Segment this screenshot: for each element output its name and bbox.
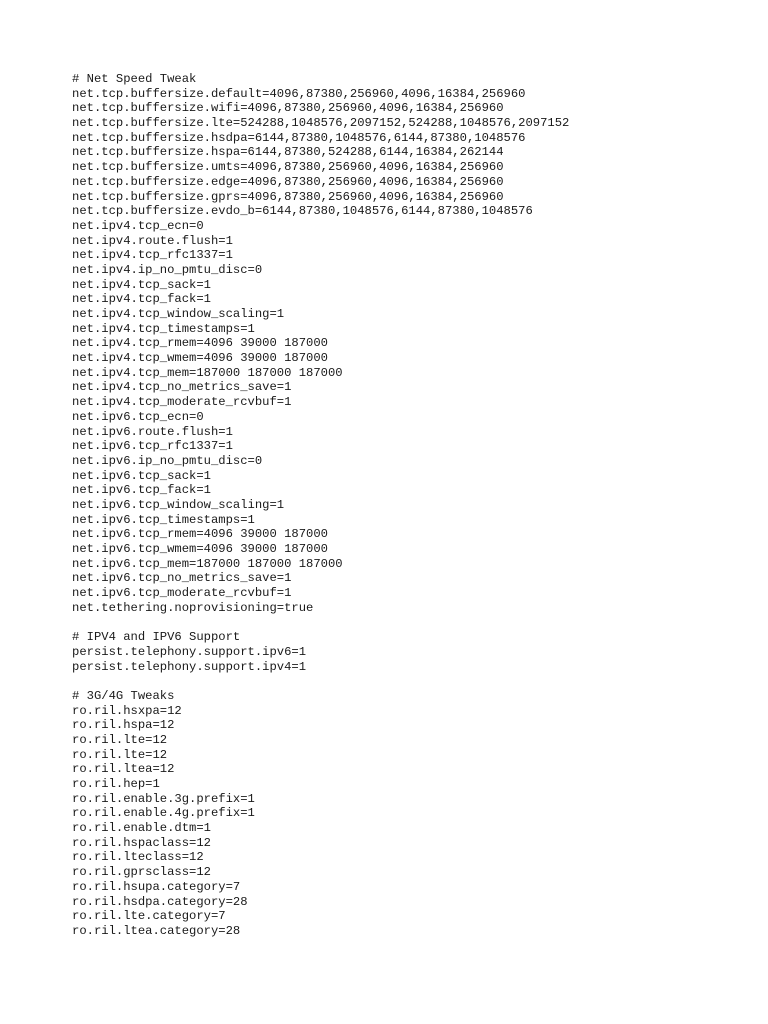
- config-line: ro.ril.enable.4g.prefix=1: [72, 806, 255, 821]
- config-line: net.tcp.buffersize.hspa=6144,87380,524288,6144,16384,262144: [72, 145, 504, 160]
- config-line: ro.ril.ltea.category=28: [72, 923, 241, 938]
- config-line: net.ipv4.ip_no_pmtu_disc=0: [72, 262, 263, 277]
- config-line: net.ipv6.tcp_mem=187000 187000 187000: [72, 556, 343, 571]
- config-line: net.ipv6.tcp_rmem=4096 39000 187000: [72, 527, 328, 542]
- config-line: net.ipv6.tcp_sack=1: [72, 468, 211, 483]
- config-line: net.ipv4.tcp_wmem=4096 39000 187000: [72, 351, 328, 366]
- config-line: ro.ril.gprsclass=12: [72, 865, 211, 880]
- section-comment: # Net Speed Tweak: [72, 72, 197, 86]
- config-line: net.ipv4.tcp_mem=187000 187000 187000: [72, 365, 343, 380]
- blank-line: [72, 674, 732, 689]
- config-line: net.ipv6.tcp_wmem=4096 39000 187000: [72, 542, 328, 556]
- config-line: persist.telephony.support.ipv4=1: [72, 659, 307, 674]
- section-comment: # IPV4 and IPV6 Support: [72, 630, 241, 645]
- config-line: net.ipv6.tcp_moderate_rcvbuf=1: [72, 586, 292, 601]
- config-line: ro.ril.enable.3g.prefix=1: [72, 791, 255, 806]
- config-line: net.ipv4.tcp_rfc1337=1: [72, 248, 233, 263]
- config-line: ro.ril.lteclass=12: [72, 850, 204, 865]
- config-line: net.tethering.noprovisioning=true: [72, 600, 314, 615]
- config-line: net.tcp.buffersize.wifi=4096,87380,256960,4096,16384,256960: [72, 101, 504, 116]
- config-line: ro.ril.hsdpa.category=28: [72, 894, 248, 909]
- config-line: ro.ril.enable.dtm=1: [72, 821, 211, 836]
- config-line: net.tcp.buffersize.hsdpa=6144,87380,1048576,6144,87380,1048576: [72, 130, 526, 145]
- config-line: net.ipv6.tcp_fack=1: [72, 483, 211, 498]
- config-line: net.tcp.buffersize.gprs=4096,87380,256960,4096,16384,256960: [72, 189, 504, 204]
- config-line: net.ipv6.tcp_ecn=0: [72, 409, 204, 424]
- config-line: net.tcp.buffersize.evdo_b=6144,87380,1048576,6144,87380,1048576: [72, 204, 533, 219]
- section-comment: # 3G/4G Tweaks: [72, 688, 175, 703]
- config-line: ro.ril.hep=1: [72, 777, 160, 791]
- config-line: net.ipv4.tcp_timestamps=1: [72, 321, 255, 336]
- config-line: net.ipv6.ip_no_pmtu_disc=0: [72, 453, 263, 468]
- config-line: ro.ril.ltea=12: [72, 762, 175, 777]
- config-line: net.ipv4.tcp_window_scaling=1: [72, 307, 285, 321]
- config-line: ro.ril.hspa=12: [72, 718, 175, 733]
- config-line: net.ipv6.tcp_rfc1337=1: [72, 439, 233, 454]
- config-line: net.ipv4.tcp_sack=1: [72, 277, 211, 292]
- config-line: net.ipv6.tcp_no_metrics_save=1: [72, 571, 292, 586]
- config-line: ro.ril.lte.category=7: [72, 909, 226, 924]
- config-line: net.ipv4.tcp_no_metrics_save=1: [72, 380, 292, 395]
- blank-line: [72, 615, 732, 630]
- config-line: ro.ril.lte=12: [72, 732, 168, 747]
- config-line: net.tcp.buffersize.edge=4096,87380,256960,4096,16384,256960: [72, 174, 504, 189]
- config-line: net.ipv4.tcp_fack=1: [72, 292, 211, 307]
- config-line: net.ipv6.route.flush=1: [72, 424, 233, 439]
- config-line: persist.telephony.support.ipv6=1: [72, 644, 307, 659]
- config-line: net.tcp.buffersize.default=4096,87380,256960,4096,16384,256960: [72, 86, 526, 101]
- config-line: net.ipv4.route.flush=1: [72, 233, 233, 248]
- config-line: ro.ril.lte=12: [72, 747, 168, 762]
- config-line: net.ipv4.tcp_moderate_rcvbuf=1: [72, 395, 292, 410]
- config-line: net.ipv4.tcp_ecn=0: [72, 218, 204, 233]
- config-line: ro.ril.hsupa.category=7: [72, 879, 241, 894]
- config-line: ro.ril.hsxpa=12: [72, 703, 182, 718]
- config-line: net.ipv6.tcp_window_scaling=1: [72, 497, 285, 512]
- document-text: [72, 72, 732, 939]
- config-line: ro.ril.hspaclass=12: [72, 835, 211, 850]
- config-line: net.ipv6.tcp_timestamps=1: [72, 512, 255, 527]
- config-line: net.tcp.buffersize.lte=524288,1048576,2097152,524288,1048576,2097152: [72, 116, 570, 131]
- config-line: net.ipv4.tcp_rmem=4096 39000 187000: [72, 336, 328, 351]
- config-line: net.tcp.buffersize.umts=4096,87380,256960,4096,16384,256960: [72, 160, 504, 175]
